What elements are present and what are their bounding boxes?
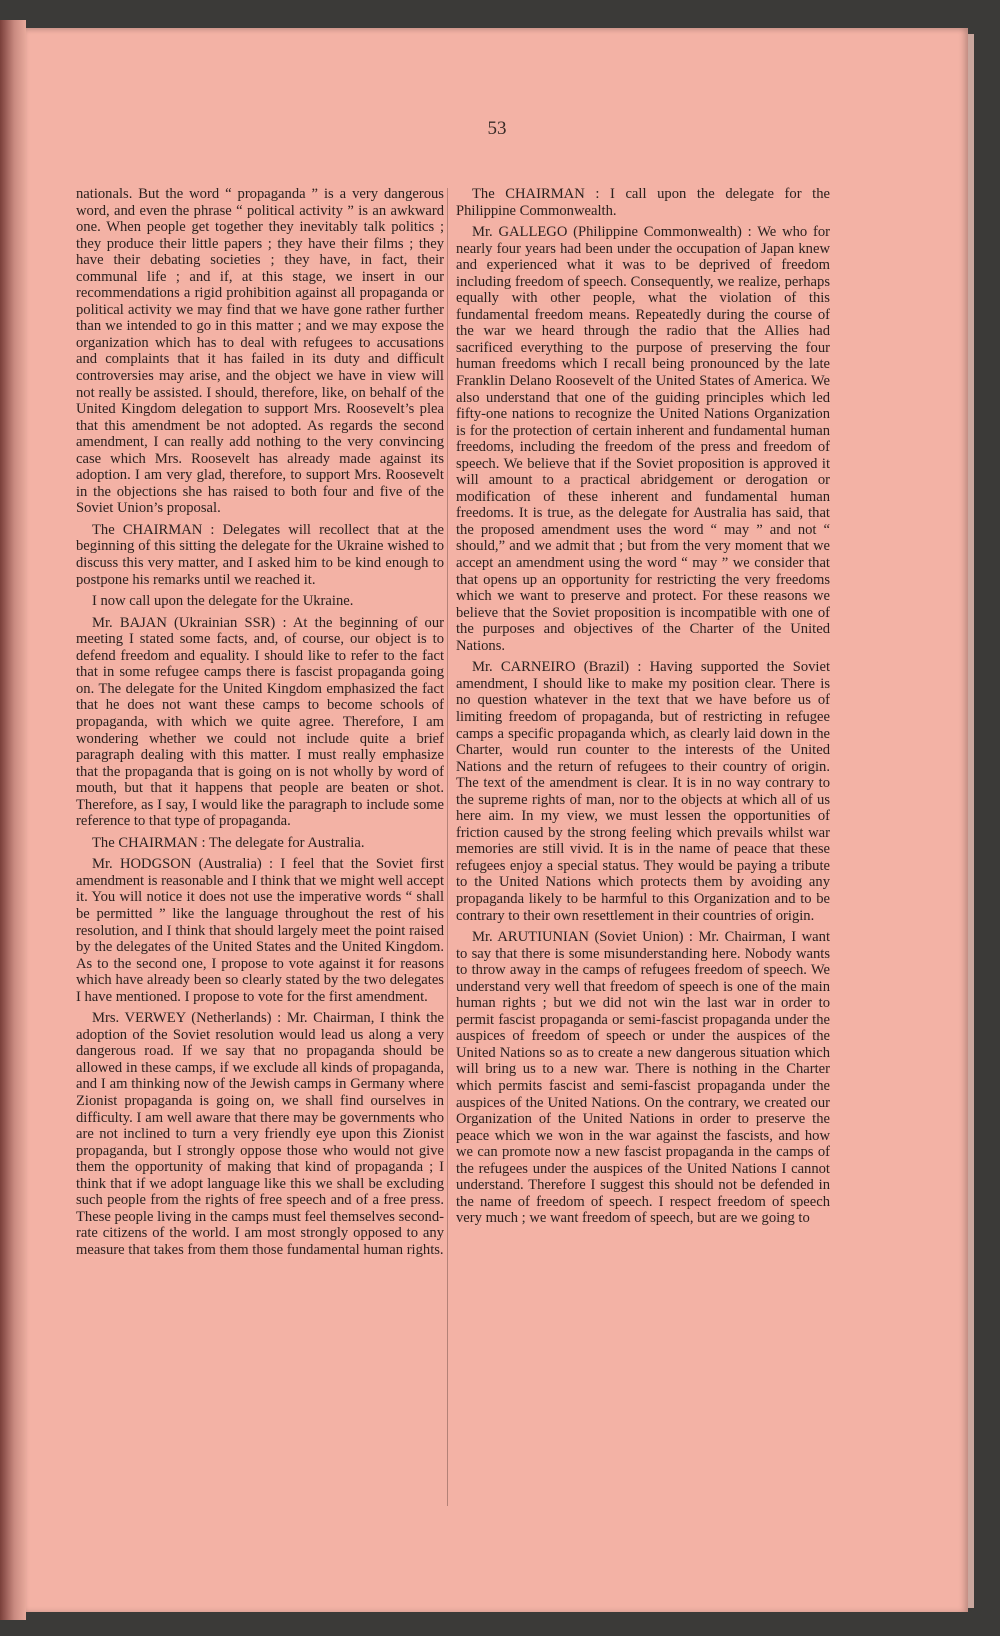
- paragraph: Mr. ARUTIUNIAN (Soviet Union) : Mr. Chairman, I want to say that there is some misunderstanding here. Nobody wants to throw away in the camps of refugees freedom of speech. We understand very well that freedom of speech is one of the main human rights ; but we did not win the last war in order to permit fascist propaganda or semi-fascist propaganda under the auspices of freedom of speech or under the auspices of the United Nations so as to create a new dangerous situation which will bring us to a new war. There is nothing in the Charter which permits fascist and semi-fascist propaganda under the auspices of the United Nations. On the contrary, we created our Organization of the United Nations in order to preserve the peace which we won in the war against the fascists, and how we can promote now a new fascist propaganda in the camps of the refugees under the auspices of the United Nations I cannot understand. Therefore I suggest this should not be defended in the name of freedom of speech. I respect freedom of speech very much ; we want freedom of speech, but are we going to: [456, 929, 830, 1227]
- left-column: [76, 186, 444, 1263]
- document-page: [26, 28, 968, 1612]
- paragraph: The CHAIRMAN : Delegates will recollect that at the beginning of this sitting the delegate for the Ukraine wished to discuss this very matter, and I asked him to be kind enough to postpone his remarks until we reached it.: [76, 521, 444, 588]
- paragraph: The CHAIRMAN : The delegate for Australia.: [92, 834, 365, 851]
- page-edge: [968, 34, 974, 1608]
- paragraph: Mr. CARNEIRO (Brazil) : Having supported the Soviet amendment, I should like to make my position clear. There is no question whatever in the text that we have before us of limiting freedom of propaganda, but of restricting in refugee camps a specific propaganda which, as clearly laid down in the Charter, would run counter to the interests of the United Nations and the return of refugees to their country of origin. The text of the amendment is clear. It is in no way contrary to the supreme rights of man, nor to the objects at which all of us here aim. In my view, we must lessen the opportunities of friction caused by the strong feeling which prevails whilst war memories are still vivid. It is in the name of peace that these refugees enjoy a special status. They would be paying a tribute to the United Nations which protects them by avoiding any propaganda likely to be harmful to this Organization and to be contrary to their own resettlement in their countries of origin.: [456, 659, 830, 924]
- paragraph: The CHAIRMAN : I call upon the delegate for the Philippine Commonwealth.: [456, 186, 830, 219]
- right-column: [456, 186, 830, 1232]
- book-spine: [0, 20, 26, 1620]
- page-number: 53: [487, 118, 507, 139]
- paragraph: Mr. HODGSON (Australia) : I feel that the Soviet first amendment is reasonable and I think that we might well accept it. You will notice it does not use the imperative words “ shall be permitted ” like the language throughout the rest of his resolution, and I think that should largely meet the point raised by the delegates of the United States and the United Kingdom. As to the second one, I propose to vote against it for reasons which have already been so clearly stated by the two delegates I have mentioned. I propose to vote for the first amendment.: [76, 856, 444, 1005]
- paragraph: Mrs. VERWEY (Netherlands) : Mr. Chairman, I think the adoption of the Soviet resolution would lead us along a very dangerous road. If we say that no propaganda should be allowed in these camps, if we exclude all kinds of propaganda, and I am thinking now of the Jewish camps in Germany where Zionist propaganda is going on, we shall find ourselves in difficulty. I am well aware that there may be governments who are not inclined to turn a very friendly eye upon this Zionist propaganda, but I strongly oppose those who would not give them the opportunity of making that kind of propaganda ; I think that if we adopt language like this we shall be excluding such people from the rights of free speech and of a free press. These people living in the camps must feel themselves second-rate citizens of the world. I am most strongly opposed to any measure that takes from them those fundamental human rights.: [76, 1010, 444, 1258]
- paragraph: I now call upon the delegate for the Ukraine.: [92, 593, 354, 610]
- paragraph: Mr. BAJAN (Ukrainian SSR) : At the beginning of our meeting I stated some facts, and, of course, our object is to defend freedom and equality. I should like to refer to the fact that in some refugee camps there is fascist propaganda going on. The delegate for the United Kingdom emphasized the fact that he does not want these camps to become schools of propaganda, with which we quite agree. Therefore, I am wondering whether we could not include quite a brief paragraph dealing with this matter. I must really emphasize that the propaganda that is going on is not wholly by word of mouth, but that it happens that people are beaten or shot. Therefore, as I say, I would like the paragraph to include some reference to that type of propaganda.: [76, 614, 444, 830]
- column-divider: [447, 188, 448, 1506]
- paragraph: Mr. GALLEGO (Philippine Commonwealth) : We who for nearly four years had been under the occupation of Japan knew and experienced what it was to be deprived of freedom including freedom of speech. Consequently, we realize, perhaps equally with other people, what the violation of this fundamental freedom means. Repeatedly during the course of the war we heard through the radio that the Allies had sacrificed everything to the purpose of preserving the four human freedoms which I recall being pronounced by the late Franklin Delano Roosevelt of the United States of America. We also understand that one of the guiding principles which led fifty-one nations to recognize the United Nations Organization is for the protection of certain inherent and fundamental human freedoms, including the freedom of the press and freedom of speech. We believe that if the Soviet proposition is approved it will amount to a practical abridgement or derogation or modification of these inherent and fundamental human freedoms. It is true, as the delegate for Australia has said, that the proposed amendment uses the word “ may ” and not “ should,” and we admit that ; but from the very moment that we accept an amendment using the word “ may ” we consider that that opens up an opportunity for restricting the very freedoms which we want to preserve and protect. For these reasons we believe that the Soviet proposition is incompatible with one of the purposes and objectives of the Charter of the United Nations.: [456, 224, 830, 654]
- paragraph: nationals. But the word “ propaganda ” is a very dangerous word, and even the phrase “ political activity ” is an awkward one. When people get together they inevitably talk politics ; they produce their little papers ; they have their films ; they have their debating societies ; they have, in fact, their communal life ; and if, at this stage, we insert in our recommendations a rigid prohibition against all propaganda or political activity we may find that we have gone rather further than we intended to go in this matter ; and we may expose the organization which has to deal with refugees to accusations and complaints that it has failed in its duty and difficult controversies may arise, and the object we have in view will not really be assisted. I should, therefore, like, on behalf of the United Kingdom delegation to support Mrs. Roosevelt’s plea that this amendment be not adopted. As regards the second amendment, I can really add nothing to the very convincing case which Mrs. Roosevelt has already made against its adoption. I am very glad, therefore, to support Mrs. Roosevelt in the objections she has raised to both four and five of the Soviet Union’s proposal.: [76, 186, 444, 517]
